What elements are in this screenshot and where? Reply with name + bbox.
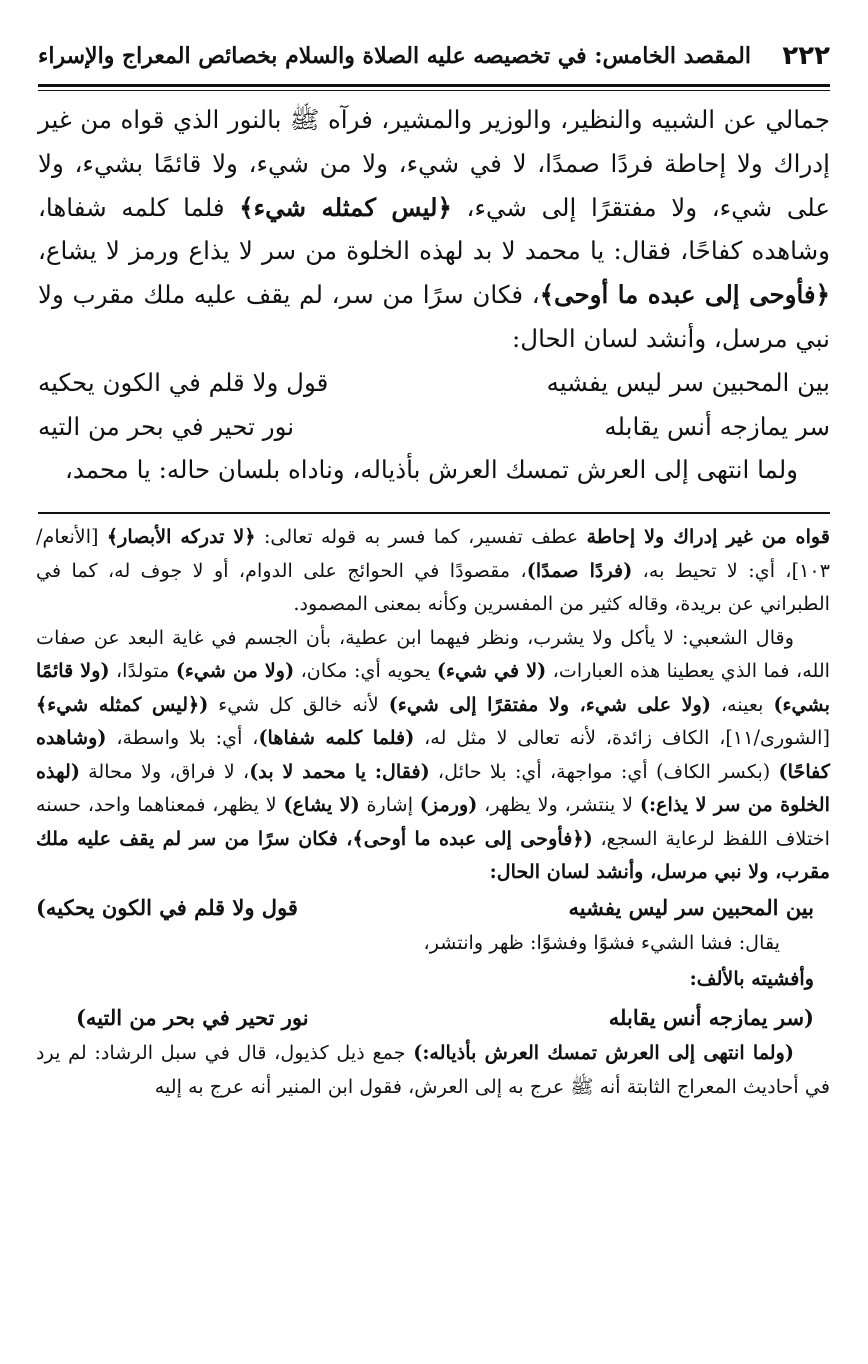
- verse-hemistich-first: سر يمازجه أنس يقابله: [604, 411, 830, 441]
- main-paragraph: [38, 98, 830, 361]
- note-paragraph: [36, 520, 830, 621]
- note-text: جمع ذيل كذيول، قال في سبل الرشاد: لم يرد في أحاديث المعراج الثابتة أنه ﷺ عرج به إلى العرش، فقول ابن المنير أنه عرج به إليه: [36, 1041, 830, 1098]
- note-text: لأنه خالق كل شيء: [208, 692, 389, 716]
- note-lemma: قواه من غير إدراك ولا إحاطة: [586, 525, 830, 548]
- quran-quote: ﴿فأوحى إلى عبده ما أوحى﴾: [539, 280, 830, 310]
- note-lemma: (وشاهده كفاحًا): [36, 726, 831, 783]
- verse-hemistich-first: بين المحبين سر ليس يفشيه: [568, 894, 814, 920]
- verse-hemistich-second: قول ولا قلم في الكون يحكيه: [38, 367, 329, 397]
- note-paragraph: [36, 959, 830, 999]
- poem-verse: [38, 361, 830, 405]
- note-paragraph: [36, 1036, 830, 1103]
- poem: [38, 361, 830, 449]
- verse-hemistich-second: نور تحير في بحر من التيه): [76, 1005, 309, 1030]
- note-text: عطف تفسير، كما فسر به قوله تعالى:: [255, 525, 587, 548]
- main-text: [38, 98, 830, 492]
- note-text: ، أي: بلا واسطة،: [106, 726, 259, 749]
- page-number: ٢٢٢: [782, 41, 830, 71]
- main-text-a: جمالي عن الشبيه والنظير، والوزير والمشير، فرآه ﷺ بالنور الذي قواه من غير إدراك ولا إحاطة فردًا صمدًا، لا في شيء، ولا من شيء، ولا قائمًا بشيء، ولا على شيء، ولا مفتقرًا إلى شيء،: [38, 105, 830, 222]
- note-verse: [36, 999, 830, 1036]
- note-text: ، مقصودًا في الحوائج على الدوام، أو لا جوف له، كما في الطبراني عن بريدة، وقاله كثير من المفسرين وكأنه بمعنى المصمود.: [36, 558, 830, 615]
- note-lemma: (فقال: يا محمد لا بد): [249, 759, 430, 783]
- note-lemma: (ولا على شيء، ولا مفتقرًا إلى شيء): [388, 692, 711, 716]
- note-text: (بكسر الكاف) أي: مواجهة، أي: بلا حائل،: [429, 759, 779, 783]
- note-text: ، لا فراق، ولا محالة: [79, 759, 250, 783]
- quran-quote: ﴿ليس كمثله شيء﴾: [239, 192, 452, 222]
- note-lemma: (﴿ليس كمثله شيء﴾: [36, 692, 209, 716]
- main-text-b: فلما كلمه شفاها، وشاهده كفاحًا، فقال: يا محمد لا بد لهذه الخلوة من سر لا يذاع ورمز لا يشاع،: [38, 192, 830, 266]
- note-lemma: (ولما انتهى إلى العرش تمسك العرش بأذياله:): [413, 1041, 794, 1064]
- quran-quote: ﴿لا تدركه الأبصار﴾: [106, 525, 256, 548]
- closing-text: ولما انتهى إلى العرش تمسك العرش بأذياله، وناداه بلسان حاله: يا محمد،: [64, 455, 798, 485]
- note-lemma: (ورمز): [419, 793, 478, 816]
- main-closing-line: [38, 448, 830, 492]
- running-title: المقصد الخامس: في تخصيصه عليه الصلاة والسلام بخصائص المعراج والإسراء: [38, 43, 751, 69]
- verse-hemistich-first: (سر يمازجه أنس يقابله: [608, 1005, 814, 1030]
- main-text-c: ، فكان سرًا من سر، لم يقف عليه ملك مقرب ولا نبي مرسل، وأنشد لسان الحال:: [38, 280, 830, 353]
- verse-hemistich-first: بين المحبين سر ليس يفشيه: [546, 367, 830, 397]
- header-rule: [38, 84, 830, 91]
- verse-hemistich-second: نور تحير في بحر من التيه: [38, 411, 295, 441]
- note-lemma: (لهذه الخلوة من سر لا يذاع:): [36, 759, 830, 816]
- page-header: [38, 36, 830, 76]
- commentary: [36, 520, 830, 1103]
- note-lemma: (﴿فأوحى إلى عبده ما أوحى﴾، فكان سرًا من سر لم يقف عليه ملك مقرب، ولا نبي مرسل، وأنشد لسان الحال:: [36, 826, 830, 883]
- poem-verse: [38, 405, 830, 449]
- note-text: بعينه،: [710, 692, 774, 716]
- footnote-divider: [38, 512, 830, 514]
- note-lemma: (فردًا صمدًا): [526, 558, 633, 582]
- note-lemma: (لا يشاع): [283, 793, 360, 816]
- note-text: يحويه أي: مكان،: [294, 659, 437, 682]
- note-verse: [36, 889, 830, 926]
- note-text: وقال الشعبي: لا يأكل ولا يشرب، ونظر فيهما ابن عطية، بأن الجسم في غاية البعد عن صفات الله، فما الذي يعطينا هذه العبارات،: [36, 625, 831, 682]
- note-text: يقال: فشا الشيء فشوًا وفشوًا: ظهر وانتشر،: [423, 930, 780, 954]
- note-text: لا ينتشر، ولا يظهر،: [477, 793, 640, 816]
- note-text: [الأنعام/١٠٣]، أي: لا تحيط به،: [36, 525, 831, 582]
- note-paragraph: [36, 621, 830, 889]
- note-text: إشارة: [359, 793, 420, 816]
- note-text: [الشورى/١١]، الكاف زائدة، لأنه تعالى لا مثل له،: [414, 726, 830, 749]
- note-lemma: (ولا قائمًا بشيء): [36, 659, 830, 716]
- note-paragraph: [36, 926, 830, 960]
- note-lemma: (فلما كلمه شفاها): [258, 726, 415, 749]
- note-lemma: (ولا من شيء): [175, 659, 295, 682]
- verse-hemistich-second: قول ولا قلم في الكون يحكيه): [36, 894, 298, 920]
- note-lemma: (لا في شيء): [436, 659, 547, 682]
- note-text: لا يظهر، فمعناهما واحد، حسنه اختلاف اللفظ لرعاية السجع،: [36, 793, 830, 850]
- note-text: وأفشيته بالألف:: [689, 967, 814, 990]
- note-text: متولدًا،: [109, 659, 176, 682]
